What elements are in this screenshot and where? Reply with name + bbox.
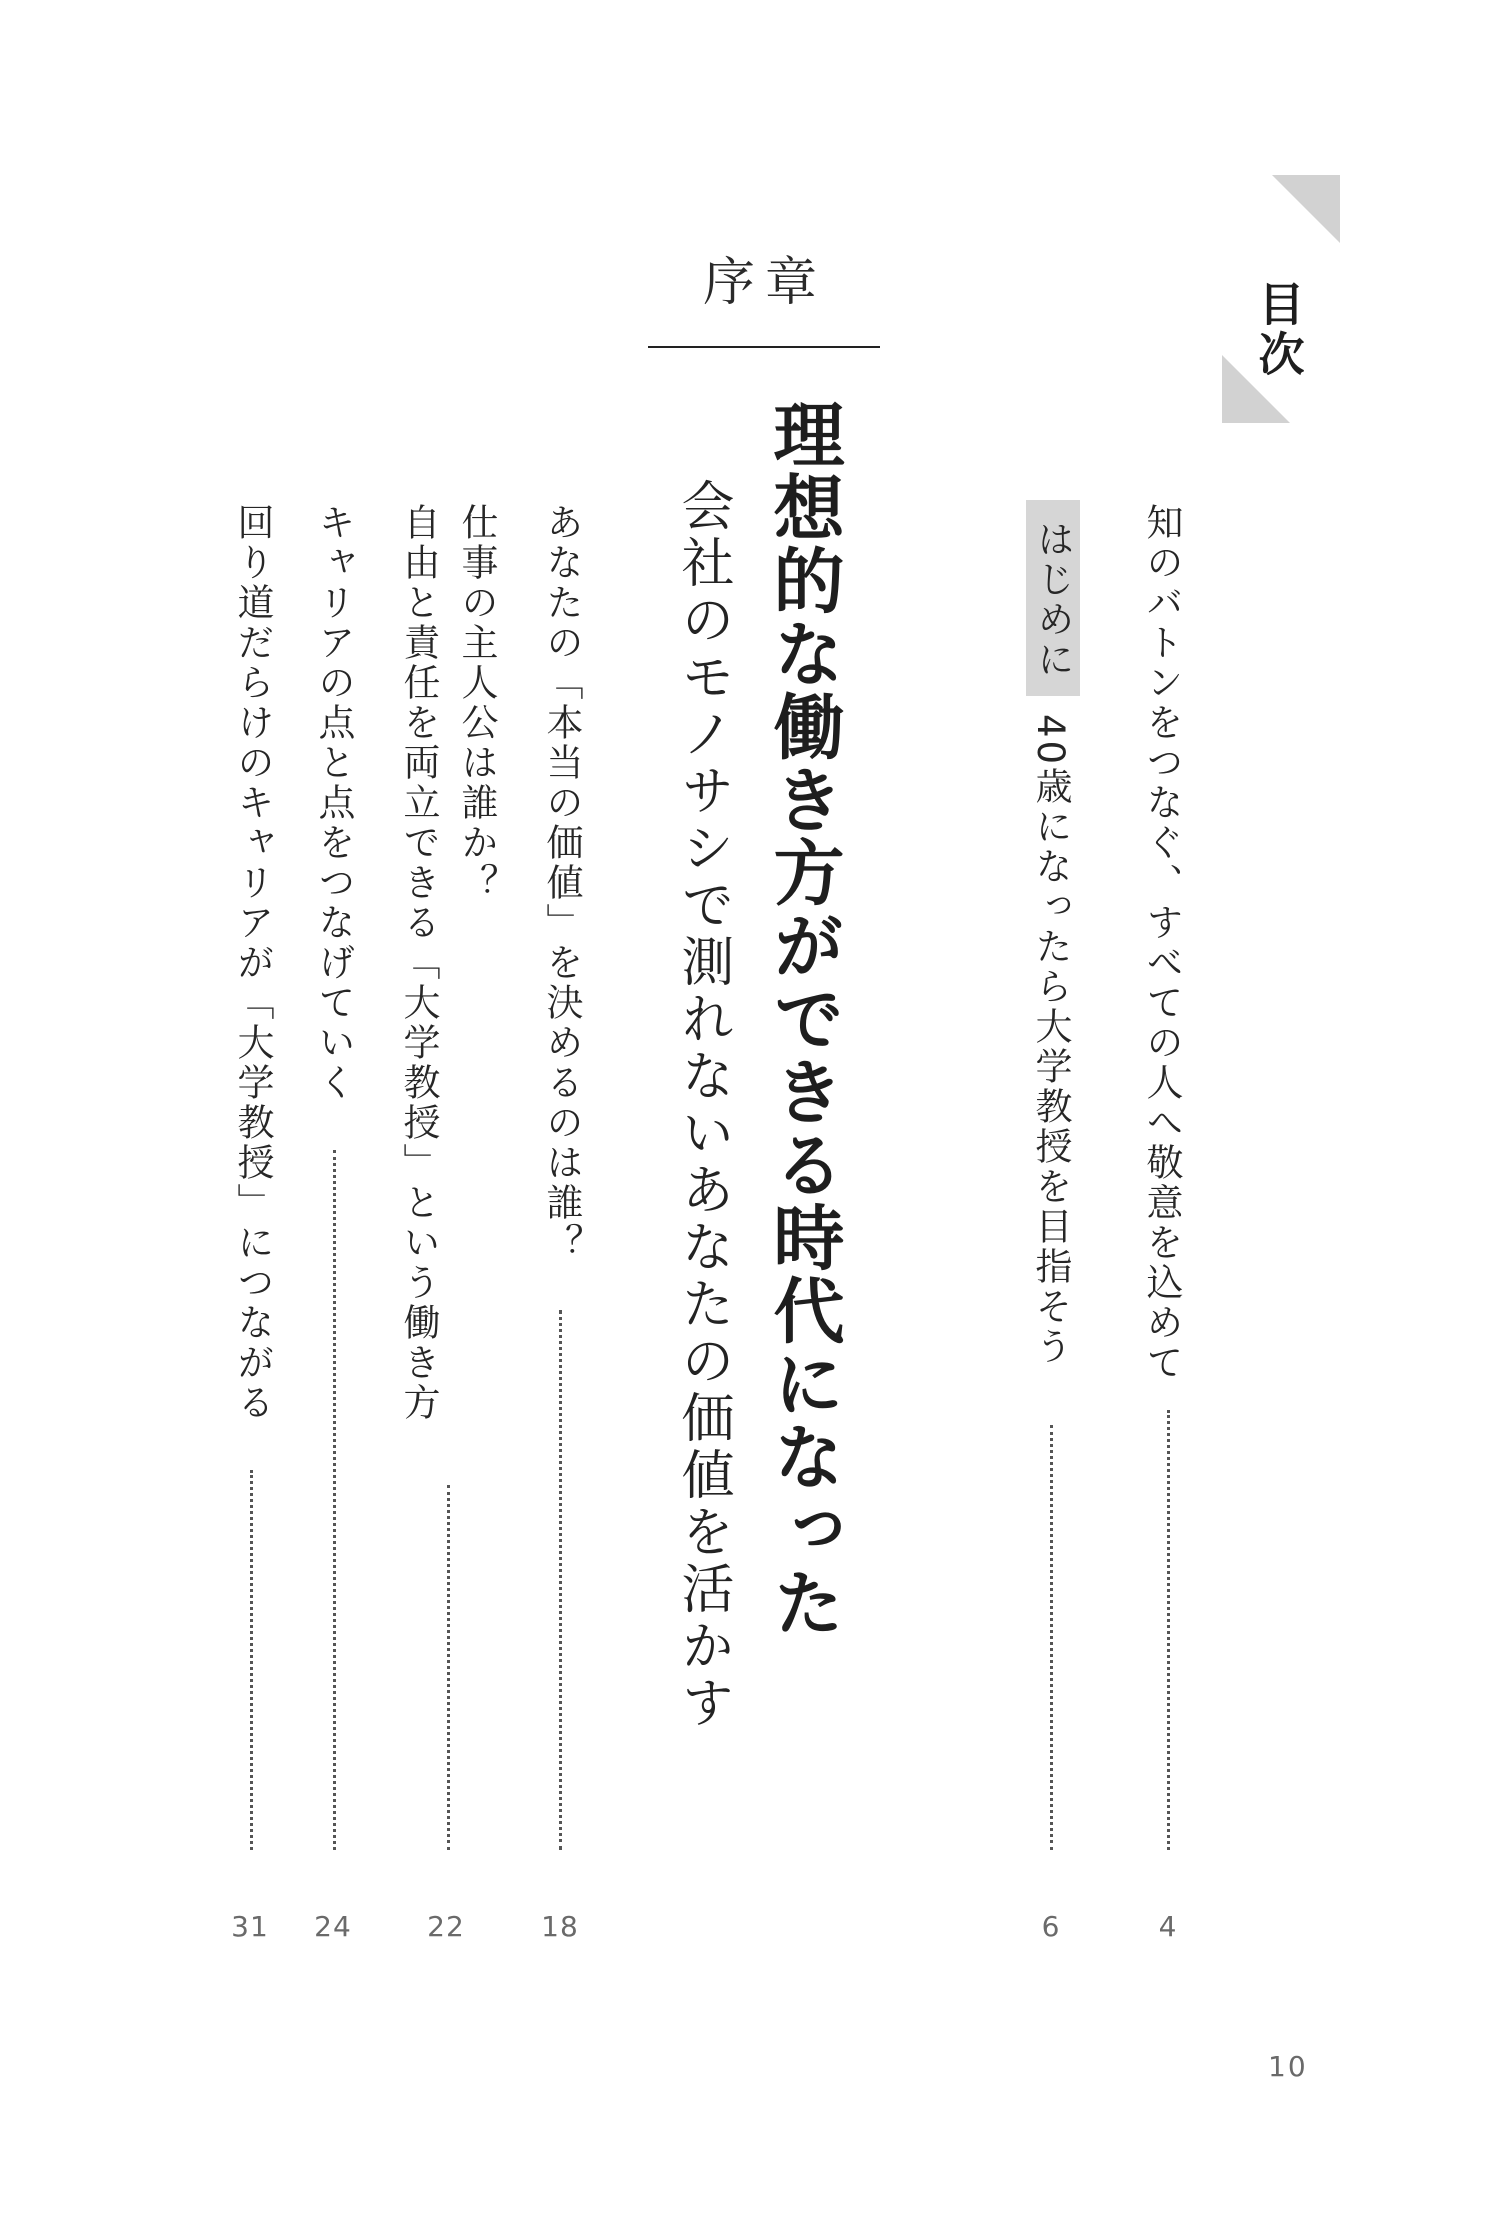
toc-leader-dots xyxy=(559,1310,562,1850)
chapter-title: 理想的な働き方ができる時代になった xyxy=(762,398,845,1639)
chapter-subtitle: 会社のモノサシで測れないあなたの価値を活かす xyxy=(673,478,734,1732)
toc-leader-dots xyxy=(333,1150,336,1850)
corner-triangle-top xyxy=(1272,175,1340,243)
toc-page-number: 31 xyxy=(231,1910,269,1943)
toc-page-number: 4 xyxy=(1158,1910,1178,1943)
chapter-label: 序章 xyxy=(702,253,827,313)
toc-page-number: 18 xyxy=(541,1910,579,1943)
toc-page-number: 6 xyxy=(1041,1910,1061,1943)
toc-entry-preface-title[interactable]: 知のバトンをつなぐ、すべての人へ敬意を込めて xyxy=(1140,503,1183,1383)
toc-entry-title-continued[interactable]: 自由と責任を両立できる「大学教授」という働き方 xyxy=(397,503,440,1423)
toc-entry-title[interactable]: あなたの「本当の価値」を決めるのは誰？ xyxy=(540,503,583,1263)
toc-leader-dots xyxy=(1167,1410,1170,1850)
toc-entry-title[interactable]: 回り道だらけのキャリアが「大学教授」につながる xyxy=(231,503,274,1423)
toc-page-number: 22 xyxy=(427,1910,465,1943)
toc-entry-introduction-title[interactable]: 40歳になったら大学教授を目指そう xyxy=(1029,714,1072,1368)
page-number: 10 xyxy=(1268,2050,1308,2083)
toc-entry-title[interactable]: 仕事の主人公は誰か？ xyxy=(455,503,498,903)
chapter-divider xyxy=(648,346,880,348)
toc-page-number: 24 xyxy=(314,1910,352,1943)
toc-leader-dots xyxy=(250,1470,253,1850)
toc-entry-title[interactable]: キャリアの点と点をつなげていく xyxy=(312,503,355,1103)
introduction-badge-label: はじめに xyxy=(1031,520,1074,680)
toc-leader-dots xyxy=(1050,1425,1053,1850)
toc-leader-dots xyxy=(447,1485,450,1850)
toc-heading: 目次 xyxy=(1251,280,1306,380)
